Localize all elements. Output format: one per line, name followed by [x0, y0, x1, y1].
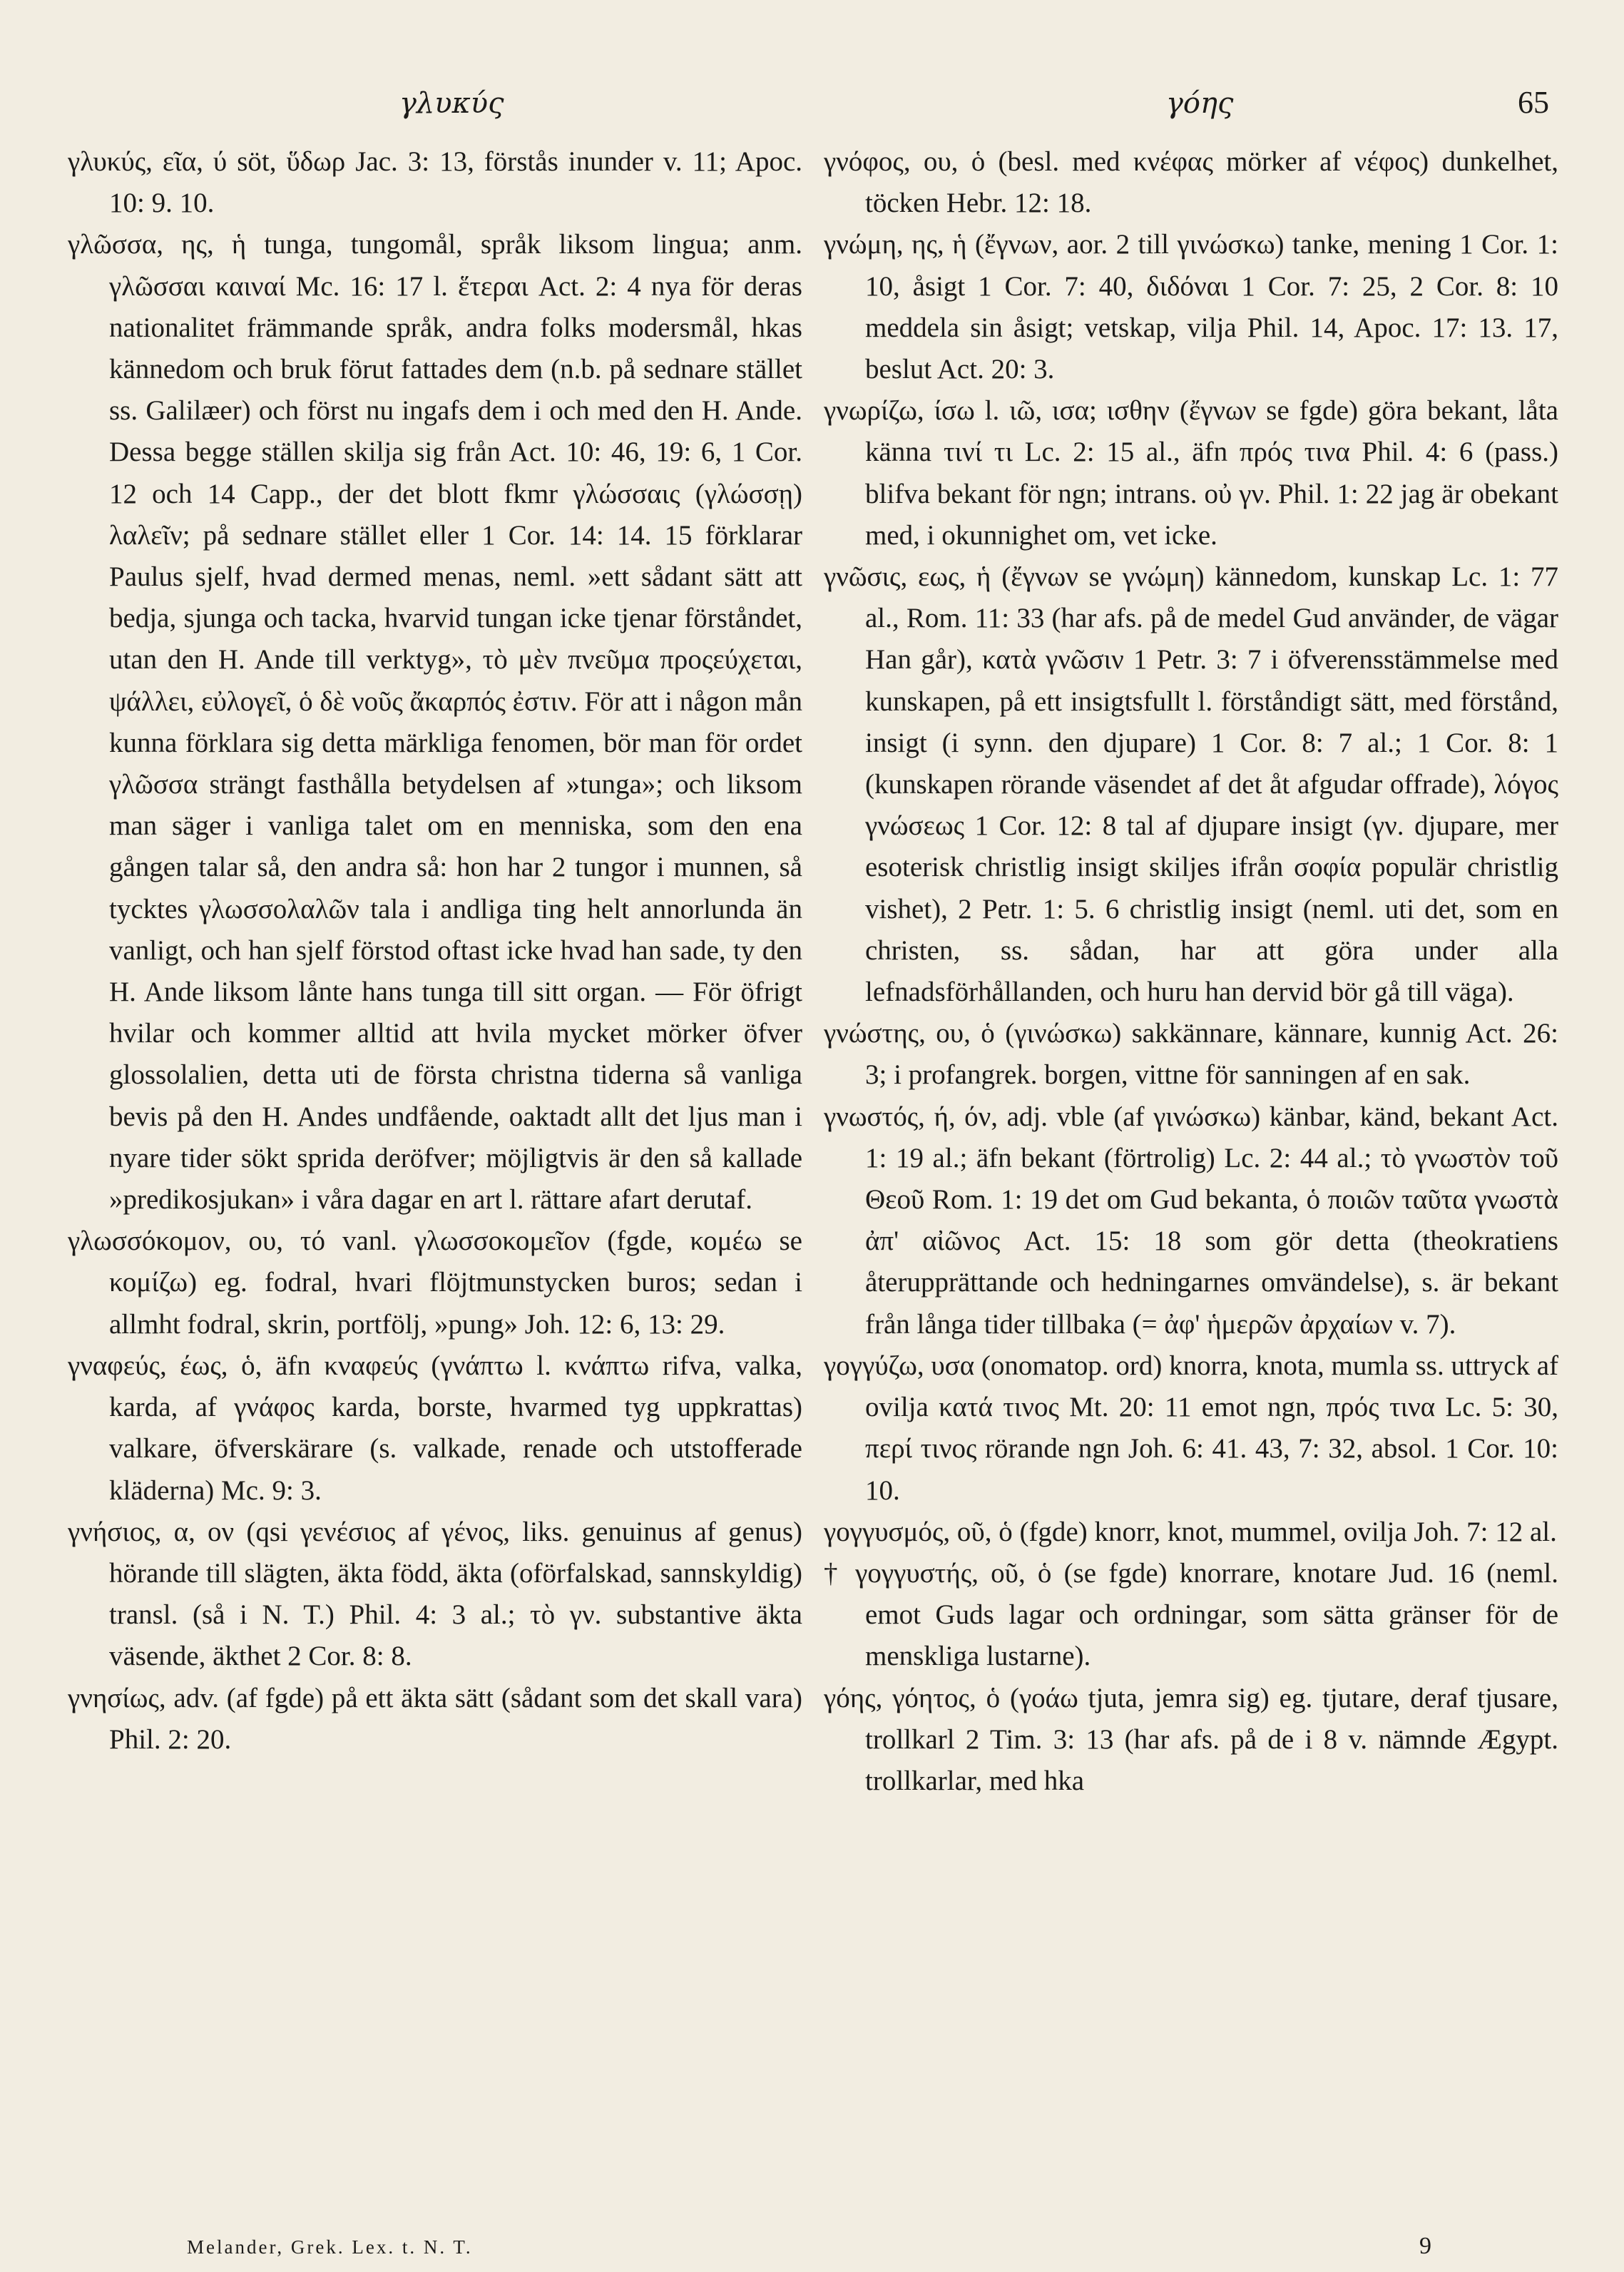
printer-signature: Melander, Grek. Lex. t. N. T.: [187, 2236, 473, 2258]
page-number: 65: [1518, 85, 1549, 120]
entry-gnesios: γνήσιος, α, ον (qsi γενέσιος af γένος, liks. genuinus af genus) hörande till slägten, äkta född, äkta (oförfalskad, sannskyldig) transl. (så i N. T.) Phil. 4: 3 al.; τὸ γν. substantive äkta väsende, äkthet 2 Cor. 8: 8.: [68, 1516, 802, 1672]
entry-gnostes: γνώστης, ου, ὁ (γινώσκω) sakkännare, kännare, kunnig Act. 26: 3; i profangrek. borgen, vittne för sanningen af en sak.: [824, 1018, 1558, 1091]
entry-glossokomon: γλωσσόκομον, ου, τό vanl. γλωσσοκομεῖον (fgde, κομέω se κομίζω) eg. fodral, hvari flöjtmunstycken buros; sedan i allmht fodral, skrin, portfölj, »pung» Joh. 12: 6, 13: 29.: [68, 1226, 802, 1340]
entry-gongystes: † γογγυστής, οῦ, ὁ (se fgde) knorrare, knotare Jud. 16 (neml. emot Guds lagar och ordningar, som sätta gränser för de menskliga lustarne).: [824, 1557, 1558, 1672]
right-column: [824, 141, 1558, 1802]
entry-gongyzo: γογγύζω, υσα (onomatop. ord) knorra, knota, mumla ss. uttryck af ovilja κατά τινος Mt. 20: 11 emot ngn, πρός τινα Lc. 5: 30, περί τινος rörande ngn Joh. 6: 41. 43, 7: 32, absol. 1 Cor. 10: 10.: [824, 1350, 1558, 1506]
entry-goes: γόης, γόητος, ὁ (γοάω tjuta, jemra sig) eg. tjutare, deraf tjusare, trollkarl 2 Tim. 3: 13 (har afs. på de i 8 v. nämnde Ægypt. trollkarlar, med hka: [824, 1682, 1558, 1796]
entry-glossa: γλῶσσα, ης, ἡ tunga, tungomål, språk liksom lingua; anm. γλῶσσαι καιναί Mc. 16: 17 l. ἕτεραι Act. 2: 4 nya för deras nationalitet främmande språk, andra folks modersmål, hkas kännedom och bruk förut fattades dem (n.b. på sednare stället ss. Galilæer) och först nu ingafs dem i och med den H. Ande. Dessa begge ställen skilja sig från Act. 10: 46, 19: 6, 1 Cor. 12 och 14 Capp., der det blott fkmr γλώσσαις (γλώσσῃ) λαλεῖν; på sednare stället eller 1 Cor. 14: 14. 15 förklarar Paulus sjelf, hvad dermed menas, neml. »ett sådant sätt att bedja, sjunga och tacka, hvarvid tungan icke tjenar förståndet, utan den H. Ande till verktyg», τὸ μὲν πνεῦμα προςεύχεται, ψάλλει, εὐλογεῖ, ὁ δὲ νοῦς ἄκαρπός ἐστιν. För att i någon mån kunna förklara sig detta märkliga fenomen, bör man för ordet γλῶσσα strängt fasthålla betydelsen af »tunga»; och liksom man säger i vanliga talet om en menniska, som den ena gången talar så, den andra så: hon har 2 tungor i munnen, så tycktes γλωσσολαλῶν tala i andliga ting helt annorlunda än vanligt, och han sjelf förstod oftast icke hvad han sade, ty den H. Ande liksom lånte hans tunga till sitt organ. — För öfrigt hvilar och kommer alltid att hvila mycket mörker öfver glossolalien, detta uti de första christna tiderna så vanliga bevis på den H. Andes undfående, oaktadt allt det ljus man i nyare tider sökt sprida deröfver; möjligtvis är den så kallade »predikosjukan» i våra dagar en art l. rättare afart derutaf.: [68, 229, 802, 1216]
entry-gnome: γνώμη, ης, ἡ (ἔγνων, aor. 2 till γινώσκω) tanke, mening 1 Cor. 1: 10, åsigt 1 Cor. 7: 40, διδόναι 1 Cor. 7: 25, 2 Cor. 8: 10 meddela sin åsigt; vetskap, vilja Phil. 14, Apoc. 17: 13. 17, beslut Act. 20: 3.: [824, 229, 1558, 385]
entry-gnorizo: γνωρίζω, ίσω l. ιῶ, ισα; ισθην (ἔγνων se fgde) göra bekant, låta känna τινί τι Lc. 2: 15 al., äfn πρός τινα Phil. 4: 6 (pass.) blifva bekant för ngn; intrans. οὐ γν. Phil. 1: 22 jag är obekant med, i okunnighet om, vet icke.: [824, 395, 1558, 551]
entry-gongysmos: γογγυσμός, οῦ, ὁ (fgde) knorr, knot, mummel, ovilja Joh. 7: 12 al.: [824, 1516, 1557, 1547]
entry-gnapheus: γναφεύς, έως, ὁ, äfn κναφεύς (γνάπτω l. κνάπτω rifva, valka, karda, af γνάφος karda, borste, hvarmed tyg uppkrattas) valkare, öfverskärare (s. valkade, renade och utstofferade kläderna) Mc. 9: 3.: [68, 1350, 802, 1506]
sheet-number: 9: [1419, 2233, 1431, 2259]
entry-gnostos: γνωστός, ή, όν, adj. vble (af γινώσκω) känbar, känd, bekant Act. 1: 19 al.; äfn bekant (förtrolig) Lc. 2: 44 al.; τὸ γνωστὸν τοῦ Θεοῦ Rom. 1: 19 det om Gud bekanta, ὁ ποιῶν ταῦτα γνωστὰ ἀπ' αἰῶνος Act. 15: 18 som gör detta (theokratiens återupprättande och hedningarnes omvändelse), s. är bekant från långa tider tillbaka (= ἀφ' ἡμερῶν ἀρχαίων v. 7).: [824, 1101, 1558, 1340]
left-column: [68, 141, 802, 1761]
running-head-left: γλυκύς: [399, 87, 504, 120]
entry-glykys: γλυκύς, εῖα, ύ söt, ὕδωρ Jac. 3: 13, förstås inunder v. 11; Apoc. 10: 9. 10.: [68, 146, 802, 219]
running-head-right: γόης: [1166, 87, 1234, 120]
entry-gnesios-adv: γνησίως, adv. (af fgde) på ett äkta sätt (sådant som det skall vara) Phil. 2: 20.: [68, 1682, 802, 1755]
entry-gnosis: γνῶσις, εως, ἡ (ἔγνων se γνώμη) kännedom, kunskap Lc. 1: 77 al., Rom. 11: 33 (har afs. på de medel Gud använder, de vägar Han går), κατὰ γνῶσιν 1 Petr. 3: 7 i öfverensstämmelse med kunskapen, på ett insigtsfullt l. förståndigt sätt, med förstånd, insigt (i synn. den djupare) 1 Cor. 8: 7 al.; 1 Cor. 8: 1 (kunskapen rörande väsendet af det åt afgudar offrade), λόγος γνώσεως 1 Cor. 12: 8 tal af djupare insigt (γν. djupare, mer esoterisk christlig insigt skiljes ifrån σοφία populär christlig vishet), 2 Petr. 1: 5. 6 christlig insigt (neml. uti det, som en christen, ss. sådan, har att göra under alla lefnadsförhållanden, och huru han dervid bör gå till väga).: [824, 561, 1558, 1008]
entry-gnophos: γνόφος, ου, ὁ (besl. med κνέφας mörker af νέφος) dunkelhet, töcken Hebr. 12: 18.: [824, 146, 1558, 219]
